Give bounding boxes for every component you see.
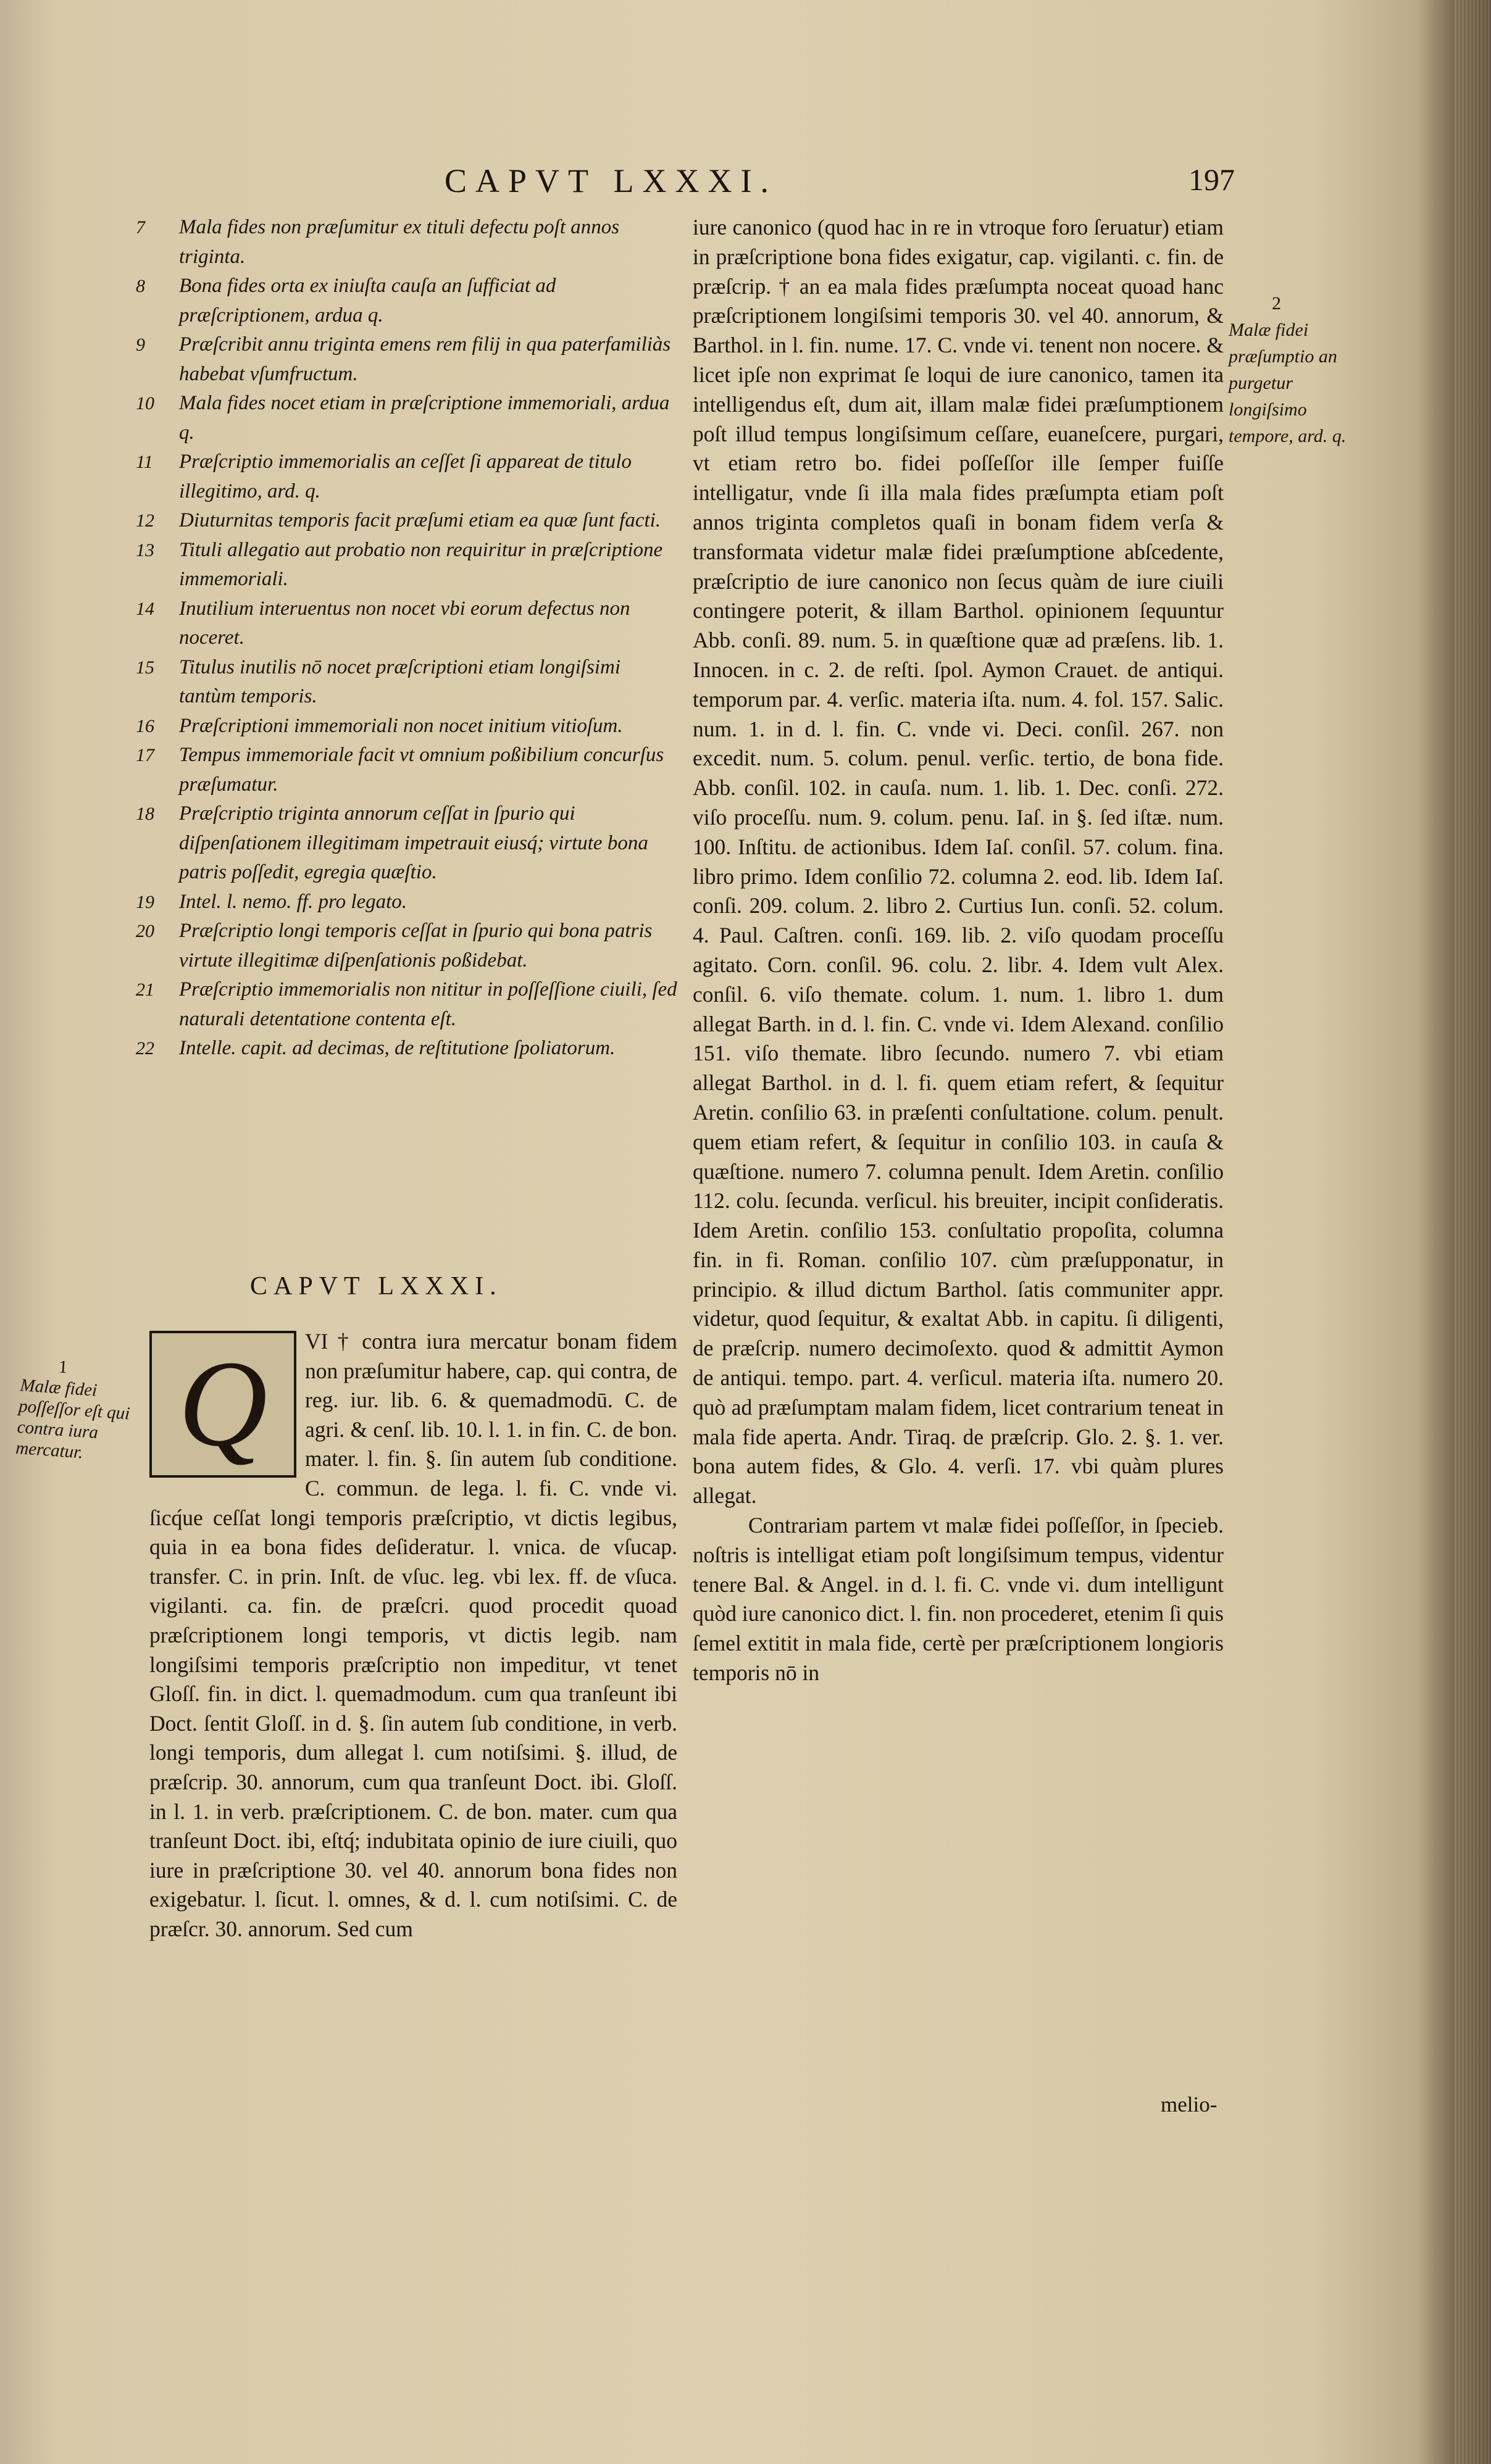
- left-margin-note: [15, 1354, 145, 1467]
- summary-number: 9: [136, 335, 145, 355]
- summary-number: 7: [136, 217, 145, 238]
- summary-item: [123, 799, 679, 888]
- folio-number: 197: [1188, 162, 1235, 197]
- summary-text: Mala fides non præſumitur ex tituli defectu poſt annos triginta.: [179, 216, 620, 268]
- summary-number: 12: [136, 510, 154, 531]
- summary-item: [123, 389, 679, 447]
- summary-text: Præſcriptio longi temporis ceſſat in ſpurio qui bona patris virtute illegitimæ diſpenſationis poßidebat.: [179, 920, 653, 972]
- summary-text: Bona fides orta ex iniuſta cauſa an ſufficiat ad præſcriptionem, ardua q.: [179, 275, 556, 327]
- summary-number: 20: [136, 921, 154, 941]
- summary-text: Præſcriptio triginta annorum ceſſat in ſpurio qui diſpenſationem illegitimam impetrauit eiusq́; virtute bona patris poſſedit, egregia quæſtio.: [179, 802, 648, 883]
- summary-item: [123, 888, 679, 917]
- drop-cap: [149, 1331, 296, 1478]
- summary-item: [123, 536, 679, 594]
- summary-text: Titulus inutilis nō nocet præſcriptioni etiam longiſsimi tantùm temporis.: [179, 656, 621, 707]
- catchword: melio-: [1161, 2092, 1217, 2116]
- summary-text: Diuturnitas temporis facit præſumi etiam ea quæ ſunt facti.: [179, 509, 661, 531]
- running-header: [445, 162, 1235, 205]
- summary-number: 21: [136, 980, 154, 1000]
- drop-cap-letter: Q: [178, 1336, 268, 1472]
- running-title: CAPVT LXXXI.: [445, 162, 778, 199]
- summary-item: [123, 975, 679, 1034]
- section-heading: CAPVT LXXXI.: [250, 1272, 503, 1301]
- summary-number: 18: [136, 804, 154, 824]
- summary-item: [123, 447, 679, 506]
- summary-list: [123, 213, 679, 1063]
- margin-note-text: Malæ fidei poſſeſſor eſt qui contra iura mercatur.: [15, 1375, 131, 1463]
- summary-item: [123, 712, 679, 741]
- summary-text: Intel. l. nemo. ff. pro legato.: [179, 890, 407, 913]
- margin-note-number: 2: [1272, 293, 1281, 314]
- summary-item: [123, 330, 679, 389]
- page-edge: [1454, 0, 1491, 2464]
- summary-text: Intelle. capit. ad decimas, de reſtitutione ſpoliatorum.: [179, 1037, 616, 1059]
- left-body-text: VI † contra iura mercatur bonam fidem non præſumitur habere, cap. qui contra, de reg. iur. lib. 6. & quemadmodū. C. de agri. & cenſ. lib. 10. l. 1. in fin. C. de bon. mater. l. fin. §. ſin autem ſub conditione. C. commun. de lega. l. fi. C. vnde vi. ſicq́ue ceſſat longi temporis præſcriptio, vt dictis legibus, quia in ea bona fides deſideratur. l. vnica. de vſucap. transfer. C. in prin. Inſt. de vſuc. leg. vbi lex. ff. de vſuca. vigilanti. ca. fin. de præſcri. quod procedit quoad præſcriptionem longi temporis, vt dictis legib. nam longiſsimi temporis præſcriptio non impeditur, vt tenet Gloſſ. fin. in dict. l. quemadmodum. cum qua tranſeunt ibi Doct. ſentit Gloſſ. in d. §. ſin autem ſub conditione, in verb. longi temporis, dum allegat l. cum notiſsimi. §. illud, de præſcrip. 30. annorum, cum qua tranſeunt Doct. ibi. Gloſſ. in l. 1. in verb. præſcriptionem. C. de bon. mater. cum qua tranſeunt Doct. ibi, eſtq́; indubitata opinio de iure ciuili, quo iure in præſcriptione 30. vel 40. annorum bona fides non exigebatur. l. ſicut. l. omnes, & d. l. cum notiſsimi. C. de præſcr. 30. annorum. Sed cum: [149, 1329, 677, 1941]
- summary-item: [123, 506, 679, 536]
- summary-text: Tempus immemoriale facit vt omnium poßibilium concurſus præſumatur.: [179, 744, 664, 796]
- summary-item: [123, 213, 679, 272]
- summary-number: 15: [136, 657, 154, 678]
- summary-text: Præſcriptioni immemoriali non nocet initium vitioſum.: [179, 714, 623, 737]
- right-column-body: [693, 213, 1224, 1688]
- right-body-paragraph: Contrariam partem vt malæ fidei poſſeſſor, in ſpecieb. noſtris is intelligat etiam poſt longiſsimum tempus, videntur tenere Bal. & Angel. in d. l. fi. C. vnde vi. dum intelligunt quòd iure canonico dict. l. fin. non procederet, etenim ſi quis ſemel extitit in mala fide, certè per præſcriptionem longioris temporis nō in: [693, 1513, 1224, 1686]
- summary-item: [123, 272, 679, 330]
- summary-number: 22: [136, 1038, 154, 1059]
- summary-number: 13: [136, 539, 154, 560]
- summary-item: [123, 653, 679, 712]
- summary-text: Præſcriptio immemorialis non nititur in poſſeſſione ciuili, ſed naturali detentatione contenta eſt.: [179, 978, 677, 1030]
- summary-text: Tituli allegatio aut probatio non requiritur in præſcriptione immemoriali.: [179, 538, 663, 590]
- summary-number: 10: [136, 393, 154, 414]
- summary-item: [123, 917, 679, 975]
- summary-item: [123, 1034, 679, 1063]
- margin-note-text: Malæ fidei præſumptio an purgetur longiſsimo tempore, ard. q.: [1229, 320, 1347, 446]
- right-margin-note: [1229, 290, 1361, 449]
- summary-text: Præſcriptio immemorialis an ceſſet ſi appareat de titulo illegitimo, ard. q.: [179, 451, 632, 502]
- margin-note-number: 1: [57, 1357, 69, 1378]
- summary-number: 19: [136, 891, 154, 912]
- summary-text: Mala fides nocet etiam in præſcriptione immemoriali, ardua q.: [179, 392, 670, 444]
- summary-number: 8: [136, 276, 145, 296]
- summary-number: 14: [136, 598, 154, 619]
- summary-number: 11: [136, 452, 153, 472]
- summary-text: Inutilium interuentus non nocet vbi eorum defectus non noceret.: [179, 597, 630, 649]
- right-body-paragraph: iure canonico (quod hac in re in vtroque foro ſeruatur) etiam in præſcriptione bona fides exigatur, cap. vigilanti. c. fin. de præſcrip. † an ea mala fides præſumpta noceat quoad hanc præſcriptionem longiſsimi temporis 30. vel 40. annorum, & Barthol. in l. fin. nume. 17. C. vnde vi. tenent non nocere. & licet ipſe non exprimat ſe loqui de iure canonico, tamen ita intelligendus eſt, dum ait, illam malæ fidei præſumptionem poſt illud tempus longiſsimum ceſſare, euaneſcere, purgari, vt etiam retro bo. fidei poſſeſſor ille ſemper fuiſſe intelligatur, vnde ſi illa mala fides præſumpta etiam poſt annos triginta completos quaſi in bonam fidem verſa & transformata videtur malæ fidei præſumptione abſcedente, præſcriptio de iure canonico non ſecus quàm de iure ciuili contingere poterit, & illam Barthol. opinionem ſequuntur Abb. conſi. 89. num. 5. in quæſtione quæ ad præſens. lib. 1. Innocen. in c. 2. de reſti. ſpol. Aymon Crauet. de antiqui. temporum par. 4. verſic. materia iſta. num. 4. fol. 157. Salic. num. 1. in d. l. fin. C. vnde vi. Deci. conſil. 267. non excedit. num. 5. colum. penul. verſic. tertio, de bona fide. Abb. conſil. 102. in cauſa. num. 1. lib. 1. Dec. conſi. 272. viſo proceſſu. num. 9. colum. penu. Iaſ. in §. ſed iſtæ. num. 100. Inſtitu. de actionibus. Idem Iaſ. conſil. 57. colum. fina. libro primo. Idem conſilio 72. columna 2. eod. lib. Idem Iaſ. conſi. 209. colum. 2. libro 2. Curtius Iun. conſi. 52. colum. 4. Paul. Caſtren. conſi. 169. lib. 2. viſo quodam proceſſu agitato. Corn. conſil. 96. colu. 2. libr. 4. Idem vult Alex. conſil. 6. viſo themate. colum. 1. num. 1. libro 1. dum allegat Barth. in d. l. fin. C. vnde vi. Idem Alexand. conſilio 151. viſo themate. libro ſecundo. numero 7. vbi etiam allegat Barthol. in d. l. fi. quem etiam refert, & ſequitur Aretin. conſilio 63. in præſenti conſultatione. colum. penult. quem etiam refert, & ſequitur in conſilio 103. in cauſa & quæſtione. numero 7. columna penult. Idem Aretin. conſilio 112. colu. ſecunda. verſicul. his breuiter, incipit conſideratis. Idem Aretin. conſilio 153. conſultatio propoſita, columna fin. in fi. Roman. conſilio 107. cùm præſupponatur, in principio. & illud dictum Barthol. ſatis communiter appr. videtur, quod ſequitur, & exaltat Abb. in capitu. ſi diligenti, de præſcrip. numero decimoſexto. quod & admittit Aymon de antiqui. tempo. part. 4. verſicul. materia iſta. numero 20. quò ad præſumptam malam fidem, licet contrarium teneat in mala fide aperta. Andr. Tiraq. de præſcrip. Glo. 2. §. 1. ver. bona autem fides, & Glo. 4. verſi. 17. vbi quàm plures allegat.: [693, 215, 1224, 1509]
- summary-item: [123, 741, 679, 799]
- summary-item: [123, 594, 679, 653]
- summary-number: 17: [136, 745, 154, 765]
- summary-number: 16: [136, 715, 154, 736]
- left-column-body: [149, 1327, 677, 1944]
- summary-text: Præſcribit annu triginta emens rem filij in qua paterfamiliàs habebat vſumfructum.: [179, 333, 671, 385]
